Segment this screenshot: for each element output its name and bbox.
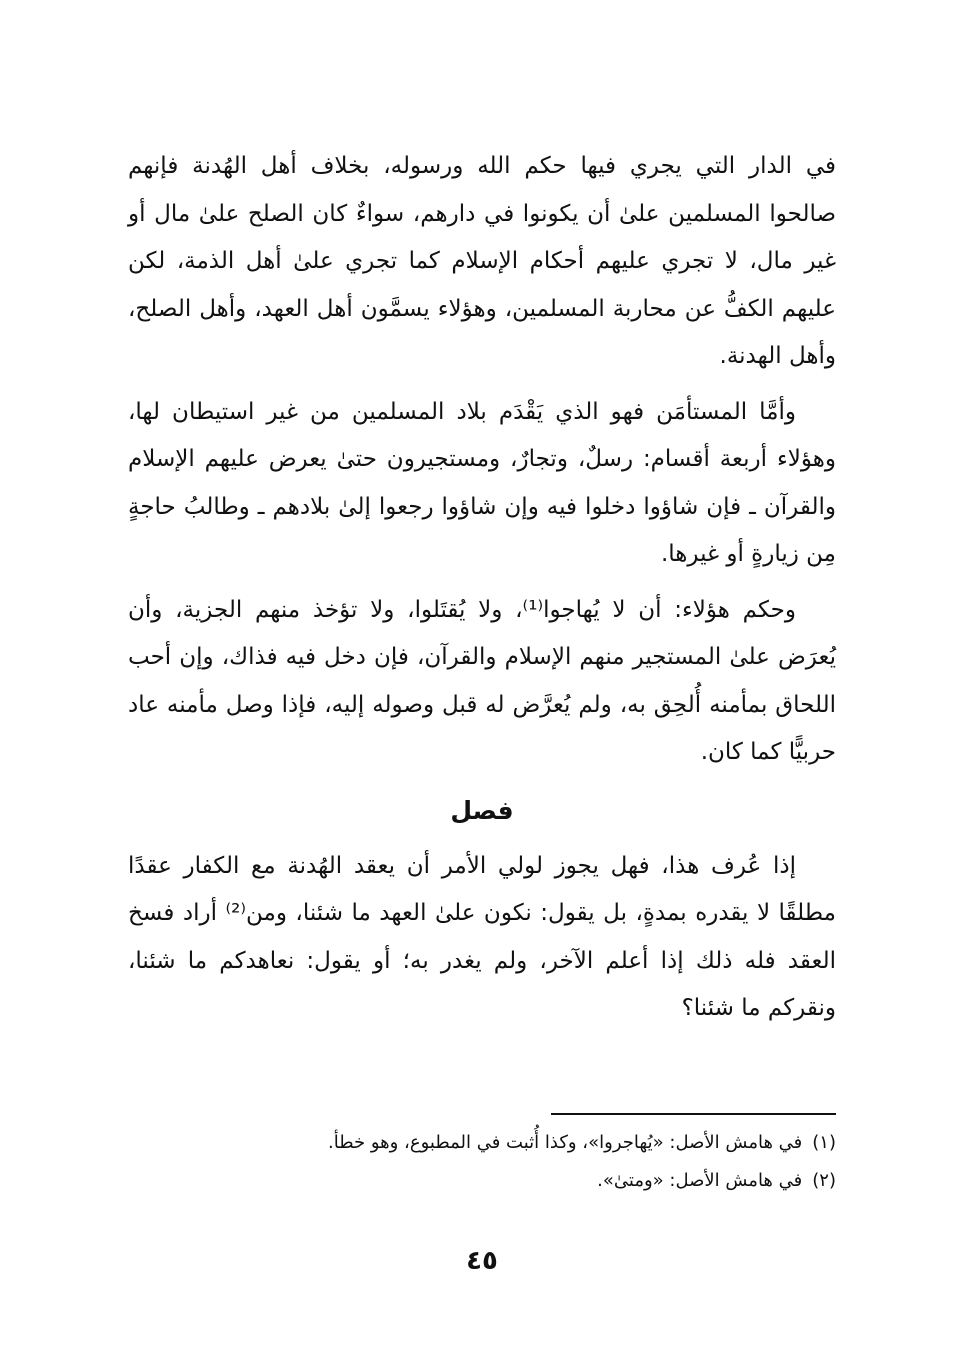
footnote-2 [128, 1162, 836, 1200]
footnote-number: (١) [812, 1132, 836, 1153]
page-number: ٤٥ [466, 1246, 498, 1276]
footnote-number: (٢) [812, 1170, 836, 1191]
paragraph-3: وحكم هؤلاء: أن لا يُهاجوا⁽¹⁾، ولا يُقتَلوا، ولا تؤخذ منهم الجزية، وأن يُعرَض علىٰ المستجير منهم الإسلام والقرآن، فإن دخل فيه فذاك، وإن أحب اللحاق بمأمنه أُلحِق به، ولم يُعرَّض له قبل وصوله إليه، فإذا وصل مأمنه عاد حربيًّا كما كان. [128, 596, 836, 765]
main-text [128, 143, 836, 1041]
footnote-divider [551, 1113, 836, 1115]
footnote-text: في هامش الأصل: «يُهاجروا»، وكذا أُثبت في المطبوع، وهو خطأ. [328, 1132, 803, 1153]
footnote-text: في هامش الأصل: «ومتىٰ». [597, 1170, 803, 1191]
footnote-1 [128, 1124, 836, 1162]
document-page [128, 0, 836, 1361]
section-heading: فصل [450, 795, 514, 825]
footnotes [128, 1124, 836, 1200]
paragraph-2: وأمَّا المستأمَن فهو الذي يَقْدَم بلاد المسلمين من غير استيطان لها، وهؤلاء أربعة أقسام: رسلٌ، وتجارٌ، ومستجيرون حتىٰ يعرض عليهم الإسلام والقرآن ـ فإن شاؤوا دخلوا فيه وإن شاؤوا رجعوا إلىٰ بلادهم ـ وطالبُ حاجةٍ مِن زيارةٍ أو غيرها. [128, 398, 836, 567]
section-paragraph: إذا عُرف هذا، فهل يجوز لولي الأمر أن يعقد الهُدنة مع الكفار عقدًا مطلقًا لا يقدره بمدةٍ، بل يقول: نكون علىٰ العهد ما شئنا، ومن⁽²⁾ أراد فسخ العقد فله ذلك إذا أعلم الآخر، ولم يغدر به؛ أو يقول: نعاهدكم ما شئنا، ونقركم ما شئنا؟ [128, 852, 836, 1021]
paragraph-1: في الدار التي يجري فيها حكم الله ورسوله، بخلاف أهل الهُدنة فإنهم صالحوا المسلمين علىٰ أن يكونوا في دارهم، سواءٌ كان الصلح علىٰ مال أو غير مال، لا تجري عليهم أحكام الإسلام كما تجري علىٰ أهل الذمة، لكن عليهم الكفُّ عن محاربة المسلمين، وهؤلاء يسمَّون أهل العهد، وأهل الصلح، وأهل الهدنة. [128, 153, 836, 369]
